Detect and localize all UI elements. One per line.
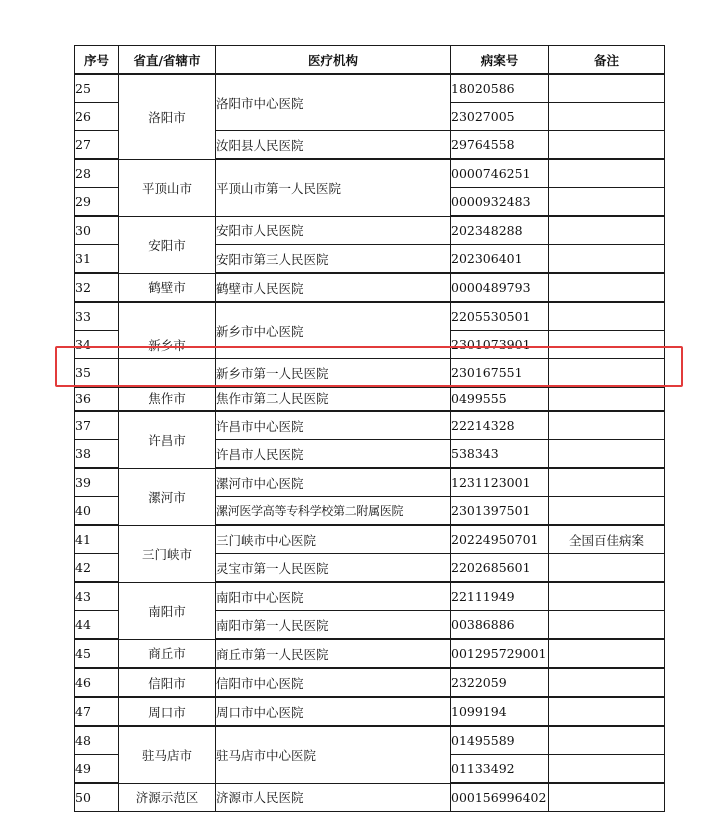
row-no: 33 <box>75 302 119 331</box>
row-no: 28 <box>75 159 119 188</box>
row-case-no: 2301073901 <box>451 331 549 359</box>
row-hospital: 焦作市第二人民医院 <box>216 387 451 411</box>
header-no: 序号 <box>75 46 119 75</box>
row-no: 37 <box>75 411 119 440</box>
row-no: 25 <box>75 74 119 103</box>
row-hospital: 漯河医学高等专科学校第二附属医院 <box>216 497 451 526</box>
table-row <box>75 302 665 331</box>
row-case-no: 0000489793 <box>451 273 549 302</box>
row-note <box>549 582 665 611</box>
row-note <box>549 468 665 497</box>
row-no: 39 <box>75 468 119 497</box>
row-note <box>549 755 665 784</box>
row-no: 40 <box>75 497 119 526</box>
row-hospital: 灵宝市第一人民医院 <box>216 554 451 583</box>
row-hospital: 平顶山市第一人民医院 <box>216 159 451 216</box>
row-case-no: 202306401 <box>451 245 549 274</box>
row-no: 36 <box>75 387 119 411</box>
row-city: 信阳市 <box>119 668 216 697</box>
table-header-row <box>75 46 665 75</box>
row-hospital: 许昌市中心医院 <box>216 411 451 440</box>
row-hospital: 漯河市中心医院 <box>216 468 451 497</box>
row-city: 鹤壁市 <box>119 273 216 302</box>
row-note <box>549 387 665 411</box>
row-hospital: 济源市人民医院 <box>216 783 451 812</box>
table-row <box>75 273 665 302</box>
row-no: 35 <box>75 359 119 388</box>
row-city: 南阳市 <box>119 582 216 639</box>
row-no: 26 <box>75 103 119 131</box>
row-city: 许昌市 <box>119 411 216 468</box>
row-note <box>549 245 665 274</box>
row-case-no: 29764558 <box>451 131 549 160</box>
row-city: 周口市 <box>119 697 216 726</box>
table-row-highlighted <box>75 359 665 388</box>
row-note <box>549 639 665 668</box>
row-note <box>549 440 665 469</box>
row-case-no: 0000746251 <box>451 159 549 188</box>
row-case-no: 22111949 <box>451 582 549 611</box>
table-row <box>75 668 665 697</box>
header-note: 备注 <box>549 46 665 75</box>
row-case-no: 538343 <box>451 440 549 469</box>
row-note <box>549 668 665 697</box>
row-case-no: 2205530501 <box>451 302 549 331</box>
row-case-no: 00386886 <box>451 611 549 640</box>
row-note <box>549 554 665 583</box>
row-no: 44 <box>75 611 119 640</box>
row-case-no: 1231123001 <box>451 468 549 497</box>
row-no: 31 <box>75 245 119 274</box>
row-case-no: 0499555 <box>451 387 549 411</box>
row-hospital: 南阳市中心医院 <box>216 582 451 611</box>
row-case-no: 000156996402 <box>451 783 549 812</box>
row-note-badge: 全国百佳病案 <box>549 525 665 554</box>
row-case-no: 01133492 <box>451 755 549 784</box>
row-hospital: 安阳市第三人民医院 <box>216 245 451 274</box>
row-note <box>549 697 665 726</box>
table-row <box>75 525 665 554</box>
table-row <box>75 216 665 245</box>
table-row <box>75 74 665 103</box>
row-city: 三门峡市 <box>119 525 216 582</box>
row-city: 平顶山市 <box>119 159 216 216</box>
row-no: 42 <box>75 554 119 583</box>
row-city: 商丘市 <box>119 639 216 668</box>
row-hospital: 安阳市人民医院 <box>216 216 451 245</box>
row-note <box>549 331 665 359</box>
row-case-no: 20224950701 <box>451 525 549 554</box>
row-note <box>549 611 665 640</box>
table-row <box>75 411 665 440</box>
table-row <box>75 468 665 497</box>
table-row <box>75 159 665 188</box>
row-case-no: 0000932483 <box>451 188 549 217</box>
row-note <box>549 103 665 131</box>
row-city: 漯河市 <box>119 468 216 525</box>
hospital-case-table <box>74 45 665 812</box>
row-hospital: 南阳市第一人民医院 <box>216 611 451 640</box>
row-no: 43 <box>75 582 119 611</box>
row-no: 41 <box>75 525 119 554</box>
row-case-no: 230167551 <box>451 359 549 388</box>
row-note <box>549 216 665 245</box>
row-note <box>549 411 665 440</box>
row-note <box>549 359 665 388</box>
row-note <box>549 74 665 103</box>
row-city: 安阳市 <box>119 216 216 273</box>
row-hospital: 商丘市第一人民医院 <box>216 639 451 668</box>
row-note <box>549 302 665 331</box>
row-city <box>119 359 216 388</box>
row-hospital: 新乡市中心医院 <box>216 302 451 359</box>
row-no: 47 <box>75 697 119 726</box>
row-note <box>549 188 665 217</box>
row-no: 30 <box>75 216 119 245</box>
row-no: 46 <box>75 668 119 697</box>
row-no: 50 <box>75 783 119 812</box>
row-note <box>549 726 665 755</box>
row-hospital: 许昌市人民医院 <box>216 440 451 469</box>
table-row <box>75 697 665 726</box>
row-note <box>549 497 665 526</box>
row-hospital: 鹤壁市人民医院 <box>216 273 451 302</box>
table-row <box>75 582 665 611</box>
row-city: 新乡市 <box>119 302 216 359</box>
row-case-no: 001295729001 <box>451 639 549 668</box>
row-no: 45 <box>75 639 119 668</box>
row-case-no: 2322059 <box>451 668 549 697</box>
row-note <box>549 273 665 302</box>
header-hospital: 医疗机构 <box>216 46 451 75</box>
row-no: 48 <box>75 726 119 755</box>
row-no: 34 <box>75 331 119 359</box>
row-case-no: 18020586 <box>451 74 549 103</box>
row-city: 驻马店市 <box>119 726 216 783</box>
header-city: 省直/省辖市 <box>119 46 216 75</box>
row-hospital: 驻马店市中心医院 <box>216 726 451 783</box>
row-case-no: 22214328 <box>451 411 549 440</box>
row-no: 49 <box>75 755 119 784</box>
row-hospital: 新乡市第一人民医院 <box>216 359 451 388</box>
row-case-no: 2202685601 <box>451 554 549 583</box>
row-case-no: 2301397501 <box>451 497 549 526</box>
table-row <box>75 726 665 755</box>
table-row <box>75 783 665 812</box>
row-no: 38 <box>75 440 119 469</box>
table-row <box>75 639 665 668</box>
row-case-no: 1099194 <box>451 697 549 726</box>
row-note <box>549 783 665 812</box>
row-no: 29 <box>75 188 119 217</box>
row-city: 洛阳市 <box>119 74 216 159</box>
row-hospital: 周口市中心医院 <box>216 697 451 726</box>
table-row <box>75 387 665 411</box>
row-city: 焦作市 <box>119 387 216 411</box>
row-hospital: 三门峡市中心医院 <box>216 525 451 554</box>
row-no: 27 <box>75 131 119 160</box>
row-city: 济源示范区 <box>119 783 216 812</box>
row-case-no: 01495589 <box>451 726 549 755</box>
row-note <box>549 131 665 160</box>
row-case-no: 23027005 <box>451 103 549 131</box>
header-case-no: 病案号 <box>451 46 549 75</box>
row-hospital: 洛阳市中心医院 <box>216 74 451 131</box>
row-note <box>549 159 665 188</box>
row-case-no: 202348288 <box>451 216 549 245</box>
row-no: 32 <box>75 273 119 302</box>
row-hospital: 汝阳县人民医院 <box>216 131 451 160</box>
row-hospital: 信阳市中心医院 <box>216 668 451 697</box>
